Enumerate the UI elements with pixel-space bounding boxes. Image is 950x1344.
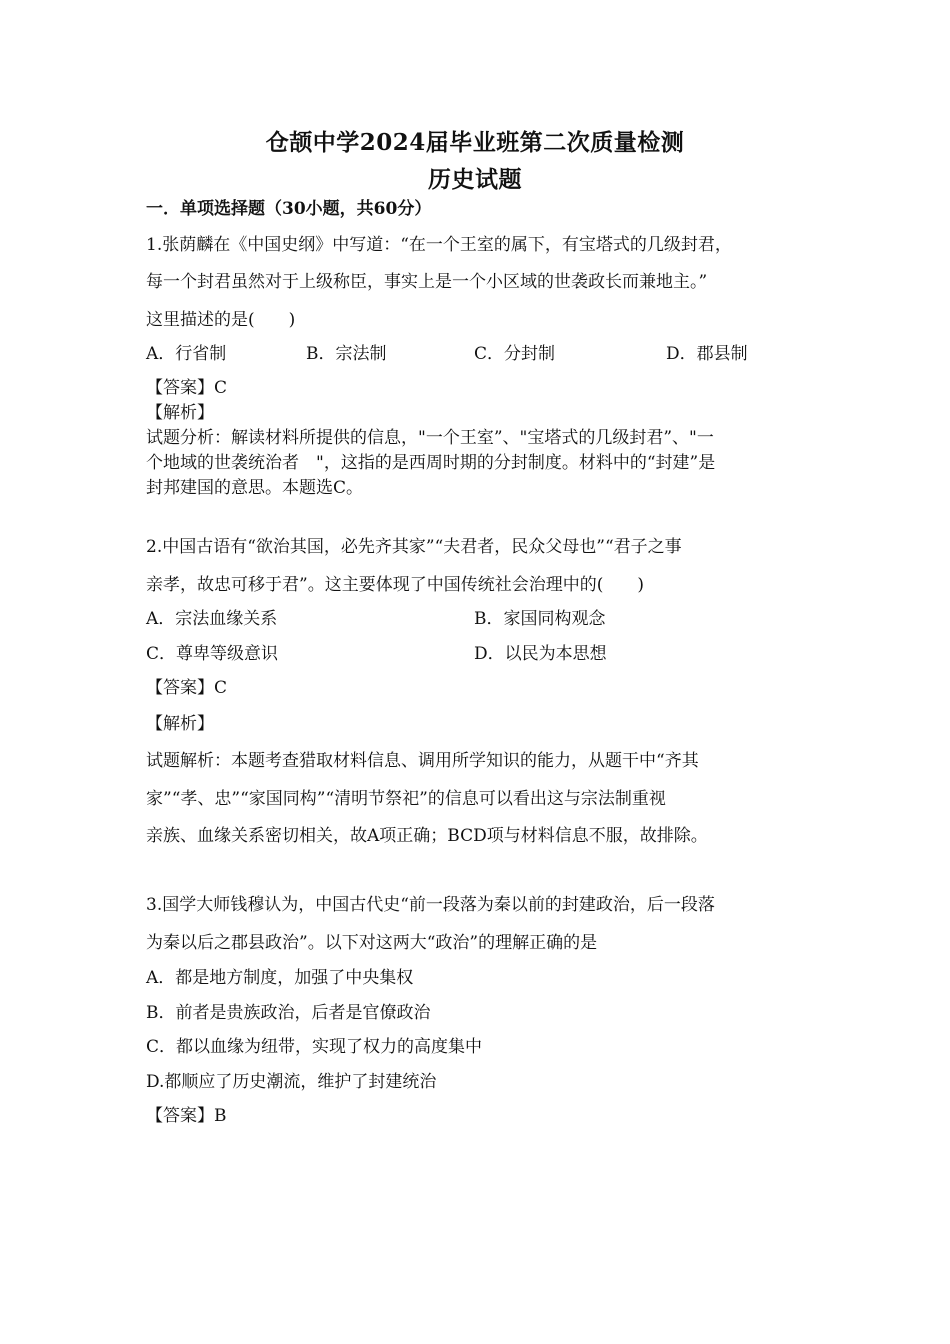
q2-analysis-label: 【解析】 — [146, 714, 214, 734]
q2-stem-line-1: 2.中国古语有“欲治其国，必先齐其家”“夫君者，民众父母也”“君子之事 — [146, 537, 682, 557]
q1-stem-line-2: 每一个封君虽然对于上级称臣，事实上是一个小区域的世袭政长而兼地主。” — [146, 272, 708, 292]
q1-option-b: B．宗法制 — [306, 344, 387, 364]
q1-option-d: D．郡县制 — [666, 344, 748, 364]
q3-stem-line-2: 为秦以后之郡县政治”。以下对这两大“政治”的理解正确的是 — [146, 933, 598, 953]
q3-option-d: D.都顺应了历史潮流，维护了封建统治 — [146, 1072, 437, 1092]
subject-title: 历史试题 — [428, 166, 522, 193]
q2-option-d: D．以民为本思想 — [474, 644, 607, 664]
q3-answer: 【答案】B — [146, 1106, 227, 1126]
q1-answer: 【答案】C — [146, 378, 228, 398]
q1-stem-line-3: 这里描述的是( ) — [146, 310, 296, 330]
q2-answer: 【答案】C — [146, 678, 228, 698]
q1-analysis-label: 【解析】 — [146, 403, 214, 423]
q1-option-a: A．行省制 — [146, 344, 227, 364]
q2-analysis-line-3: 亲族、血缘关系密切相关，故A项正确；BCD项与材料信息不服，故排除。 — [146, 826, 708, 846]
section-heading: 一．单项选择题（30小题，共60分） — [146, 199, 432, 219]
q2-stem-line-2: 亲孝，故忠可移于君”。这主要体现了中国传统社会治理中的( ) — [146, 575, 644, 595]
q3-option-a: A．都是地方制度，加强了中央集权 — [146, 968, 414, 988]
q2-analysis-line-1: 试题解析：本题考查猎取材料信息、调用所学知识的能力，从题干中“齐其 — [146, 751, 699, 771]
q2-option-a: A．宗法血缘关系 — [146, 609, 278, 629]
q3-option-c: C．都以血缘为纽带，实现了权力的高度集中 — [146, 1037, 483, 1057]
q3-stem-line-1: 3.国学大师钱穆认为，中国古代史“前一段落为秦以前的封建政治，后一段落 — [146, 895, 715, 915]
q3-option-b: B．前者是贵族政治，后者是官僚政治 — [146, 1003, 431, 1023]
q2-option-c: C．尊卑等级意识 — [146, 644, 279, 664]
q2-analysis-line-2: 家”“孝、忠”“家国同构”“清明节祭祀”的信息可以看出这与宗法制重视 — [146, 789, 666, 809]
q1-stem-line-1: 1.张荫麟在《中国史纲》中写道：“在一个王室的属下，有宝塔式的几级封君， — [146, 235, 732, 255]
q2-option-b: B．家国同构观念 — [474, 609, 606, 629]
q1-option-c: C．分封制 — [474, 344, 556, 364]
q1-analysis-line-1: 试题分析：解读材料所提供的信息，"一个王室”、"宝塔式的几级封君”、"一 — [146, 428, 714, 448]
exam-title: 仓颉中学2024届毕业班第二次质量检测 — [265, 129, 685, 156]
q1-analysis-line-3: 封邦建国的意思。本题选C。 — [146, 478, 364, 498]
q1-analysis-line-2: 个地域的世袭统治者 "，这指的是西周时期的分封制度。材料中的“封建”是 — [146, 453, 716, 473]
